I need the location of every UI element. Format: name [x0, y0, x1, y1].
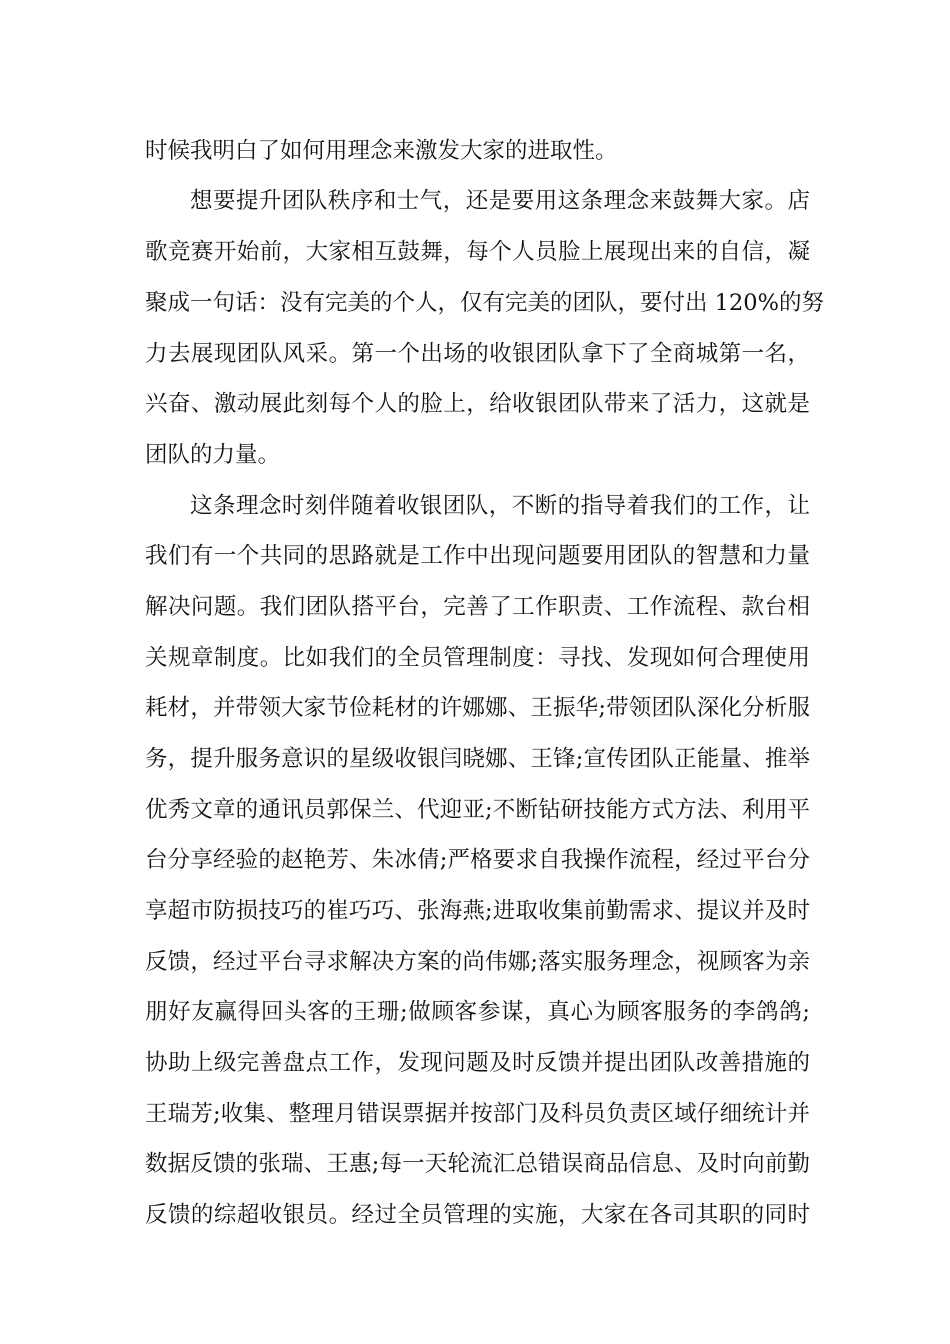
text-line: 关规章制度。比如我们的全员管理制度：寻找、发现如何合理使用 [145, 645, 810, 671]
text-line: 朋好友赢得回头客的王珊;做顾客参谋，真心为顾客服务的李鸽鸽; [145, 999, 810, 1025]
text-line: 聚成一句话：没有完美的个人，仅有完美的团队，要付出 120%的努 [145, 290, 824, 316]
text-line: 享超市防损技巧的崔巧巧、张海燕;进取收集前勤需求、提议并及时 [145, 898, 810, 924]
text-line: 反馈的综超收银员。经过全员管理的实施，大家在各司其职的同时 [145, 1202, 810, 1228]
text-line: 王瑞芳;收集、整理月错误票据并按部门及科员负责区域仔细统计并 [145, 1101, 810, 1127]
text-line: 团队的力量。 [145, 442, 281, 468]
text-line: 我们有一个共同的思路就是工作中出现问题要用团队的智慧和力量 [145, 543, 810, 569]
text-line: 解决问题。我们团队搭平台，完善了工作职责、工作流程、款台相 [145, 594, 810, 620]
text-line: 力去展现团队风采。第一个出场的收银团队拿下了全商城第一名， [145, 341, 810, 367]
text-line: 时候我明白了如何用理念来激发大家的进取性。 [145, 138, 618, 164]
text-line: 反馈，经过平台寻求解决方案的尚伟娜;落实服务理念，视顾客为亲 [145, 949, 810, 975]
paragraph-first-line: 这条理念时刻伴随着收银团队，不断的指导着我们的工作，让 [190, 493, 810, 519]
text-line: 台分享经验的赵艳芳、朱冰倩;严格要求自我操作流程，经过平台分 [145, 847, 810, 873]
text-line: 协助上级完善盘点工作，发现问题及时反馈并提出团队改善措施的 [145, 1050, 810, 1076]
text-line: 歌竞赛开始前，大家相互鼓舞，每个人员脸上展现出来的自信，凝 [145, 239, 810, 265]
text-line: 优秀文章的通讯员郭保兰、代迎亚;不断钻研技能方式方法、利用平 [145, 797, 810, 823]
text-line: 兴奋、激动展此刻每个人的脸上，给收银团队带来了活力，这就是 [145, 391, 810, 417]
text-line: 耗材，并带领大家节俭耗材的许娜娜、王振华;带领团队深化分析服 [145, 695, 810, 721]
text-line: 数据反馈的张瑞、王惠;每一天轮流汇总错误商品信息、及时向前勤 [145, 1151, 810, 1177]
paragraph-first-line: 想要提升团队秩序和士气，还是要用这条理念来鼓舞大家。店 [190, 188, 810, 214]
text-line: 务，提升服务意识的星级收银闫晓娜、王锋;宣传团队正能量、推举 [145, 746, 810, 772]
